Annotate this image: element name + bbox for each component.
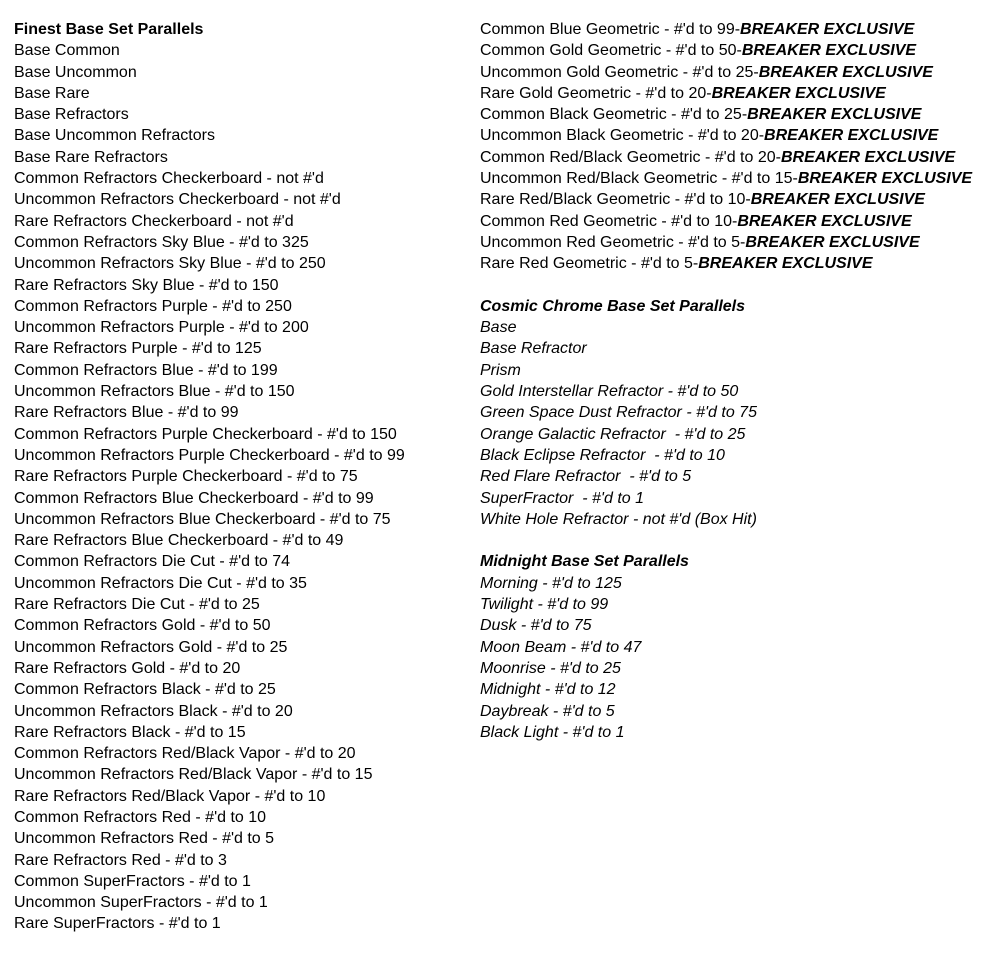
list-item: Black Light - #'d to 1	[480, 723, 625, 741]
list-item: Rare Refractors Blue Checkerboard - #'d to 49	[14, 532, 344, 550]
section-heading: Cosmic Chrome Base Set Parallels	[480, 297, 746, 315]
list-item: Dusk - #'d to 75	[480, 617, 592, 635]
list-item-geometric	[480, 104, 972, 125]
list-item: Rare Refractors Die Cut - #'d to 25	[14, 596, 260, 614]
list-item: Moon Beam - #'d to 47	[480, 638, 642, 656]
item-text: Common Gold Geometric - #'d to 50-	[480, 42, 742, 60]
list-item: Uncommon SuperFractors - #'d to 1	[14, 894, 268, 912]
list-item-geometric	[480, 40, 972, 61]
list-item: Base Rare Refractors	[14, 148, 168, 166]
list-item: Base Uncommon	[14, 63, 137, 81]
item-text: Uncommon Gold Geometric - #'d to 25-	[480, 63, 759, 81]
list-item: Common Refractors Red/Black Vapor - #'d to 20	[14, 745, 356, 763]
list-item: Uncommon Refractors Purple Checkerboard - #'d to 99	[14, 446, 405, 464]
item-text: Common Red Geometric - #'d to 10-	[480, 212, 738, 230]
item-text: Rare Red Geometric - #'d to 5-	[480, 255, 699, 273]
list-item: White Hole Refractor - not #'d (Box Hit)	[480, 510, 757, 528]
list-item-geometric	[480, 232, 972, 253]
list-item: Common Refractors Red - #'d to 10	[14, 808, 267, 826]
spacer	[480, 530, 972, 551]
item-text: Uncommon Red/Black Geometric - #'d to 15-	[480, 170, 798, 188]
section-heading: Midnight Base Set Parallels	[480, 553, 689, 571]
list-item: Rare Refractors Gold - #'d to 20	[14, 659, 241, 677]
list-item: Base Common	[14, 42, 120, 60]
breaker-exclusive-tag: BREAKER EXCLUSIVE	[740, 21, 915, 38]
list-item-geometric	[480, 62, 972, 83]
item-text: Common Black Geometric - #'d to 25-	[480, 106, 748, 124]
list-item: Green Space Dust Refractor - #'d to 75	[480, 404, 757, 422]
spacer	[480, 275, 972, 296]
breaker-exclusive-tag: BREAKER EXCLUSIVE	[737, 212, 912, 230]
list-item-geometric	[480, 168, 972, 189]
list-item: Uncommon Refractors Die Cut - #'d to 35	[14, 574, 307, 592]
item-text: Uncommon Red Geometric - #'d to 5-	[480, 233, 746, 251]
section-heading: Finest Base Set Parallels	[14, 21, 204, 38]
item-text: Rare Gold Geometric - #'d to 20-	[480, 84, 712, 102]
list-item: Daybreak - #'d to 5	[480, 702, 615, 720]
list-item: Rare Refractors Purple Checkerboard - #'d to 75	[14, 468, 358, 486]
list-item: Black Eclipse Refractor - #'d to 10	[480, 446, 725, 464]
list-item-geometric	[480, 83, 972, 104]
list-item: Common Refractors Gold - #'d to 50	[14, 617, 271, 635]
list-item: Uncommon Refractors Gold - #'d to 25	[14, 638, 288, 656]
breaker-exclusive-tag: BREAKER EXCLUSIVE	[711, 84, 886, 102]
finest-section	[14, 19, 405, 935]
list-item: Common Refractors Blue Checkerboard - #'d to 99	[14, 489, 374, 507]
list-item: Moonrise - #'d to 25	[480, 659, 621, 677]
list-item: Uncommon Refractors Checkerboard - not #'d	[14, 191, 341, 209]
item-text: Rare Red/Black Geometric - #'d to 10-	[480, 191, 751, 209]
breaker-exclusive-tag: BREAKER EXCLUSIVE	[750, 191, 925, 209]
list-item: Rare Refractors Black - #'d to 15	[14, 723, 246, 741]
list-item-geometric	[480, 253, 972, 274]
breaker-exclusive-tag: BREAKER EXCLUSIVE	[698, 255, 873, 273]
list-item: Common SuperFractors - #'d to 1	[14, 872, 251, 890]
list-item-geometric	[480, 189, 972, 210]
list-item-geometric	[480, 211, 972, 232]
list-item: Twilight - #'d to 99	[480, 596, 609, 614]
list-item: Midnight - #'d to 12	[480, 681, 616, 699]
list-item: Prism	[480, 361, 521, 379]
breaker-exclusive-tag: BREAKER EXCLUSIVE	[758, 63, 933, 81]
list-item: Base Refractor	[480, 340, 587, 358]
list-item: Base Refractors	[14, 106, 129, 124]
list-item: Rare Refractors Purple - #'d to 125	[14, 340, 262, 358]
list-item: Uncommon Refractors Red/Black Vapor - #'d to 15	[14, 766, 373, 784]
list-item: Rare Refractors Red - #'d to 3	[14, 851, 227, 869]
list-item: Uncommon Refractors Red - #'d to 5	[14, 830, 275, 848]
list-item: Rare Refractors Sky Blue - #'d to 150	[14, 276, 279, 294]
list-item: Common Refractors Purple - #'d to 250	[14, 297, 292, 315]
breaker-exclusive-tag: BREAKER EXCLUSIVE	[745, 233, 920, 251]
list-item: Rare Refractors Blue - #'d to 99	[14, 404, 239, 422]
list-item: Uncommon Refractors Purple - #'d to 200	[14, 319, 309, 337]
list-item: Uncommon Refractors Black - #'d to 20	[14, 702, 293, 720]
list-item: Common Refractors Blue - #'d to 199	[14, 361, 278, 379]
list-item: Common Refractors Sky Blue - #'d to 325	[14, 233, 309, 251]
list-item: Morning - #'d to 125	[480, 574, 622, 592]
breaker-exclusive-tag: BREAKER EXCLUSIVE	[764, 127, 939, 145]
item-text: Common Red/Black Geometric - #'d to 20-	[480, 148, 781, 166]
item-text: Common Blue Geometric - #'d to 99-	[480, 21, 741, 38]
list-item: Common Refractors Black - #'d to 25	[14, 681, 276, 699]
list-item: Orange Galactic Refractor - #'d to 25	[480, 425, 746, 443]
list-item: Uncommon Refractors Blue - #'d to 150	[14, 383, 295, 401]
list-item: Common Refractors Purple Checkerboard - #'d to 150	[14, 425, 397, 443]
breaker-exclusive-tag: BREAKER EXCLUSIVE	[747, 106, 922, 124]
right-column	[480, 19, 972, 743]
list-item: Base Rare	[14, 84, 90, 102]
list-item: Uncommon Refractors Blue Checkerboard - #'d to 75	[14, 510, 391, 528]
list-item-geometric	[480, 147, 972, 168]
list-item-geometric	[480, 19, 972, 40]
list-item: Common Refractors Die Cut - #'d to 74	[14, 553, 291, 571]
list-item: Rare Refractors Red/Black Vapor - #'d to 10	[14, 787, 326, 805]
list-item: Common Refractors Checkerboard - not #'d	[14, 170, 324, 188]
breaker-exclusive-tag: BREAKER EXCLUSIVE	[741, 42, 917, 60]
list-item: Gold Interstellar Refractor - #'d to 50	[480, 383, 739, 401]
breaker-exclusive-tag: BREAKER EXCLUSIVE	[780, 148, 956, 166]
list-item: Rare SuperFractors - #'d to 1	[14, 915, 221, 933]
list-item: Base Uncommon Refractors	[14, 127, 215, 145]
item-text: Uncommon Black Geometric - #'d to 20-	[480, 127, 765, 145]
list-item: Uncommon Refractors Sky Blue - #'d to 250	[14, 255, 326, 273]
list-item: SuperFractor - #'d to 1	[480, 489, 645, 507]
list-item-geometric	[480, 125, 972, 146]
list-item: Base	[480, 319, 517, 337]
list-item: Rare Refractors Checkerboard - not #'d	[14, 212, 294, 230]
breaker-exclusive-tag: BREAKER EXCLUSIVE	[797, 170, 973, 188]
list-item: Red Flare Refractor - #'d to 5	[480, 468, 692, 486]
